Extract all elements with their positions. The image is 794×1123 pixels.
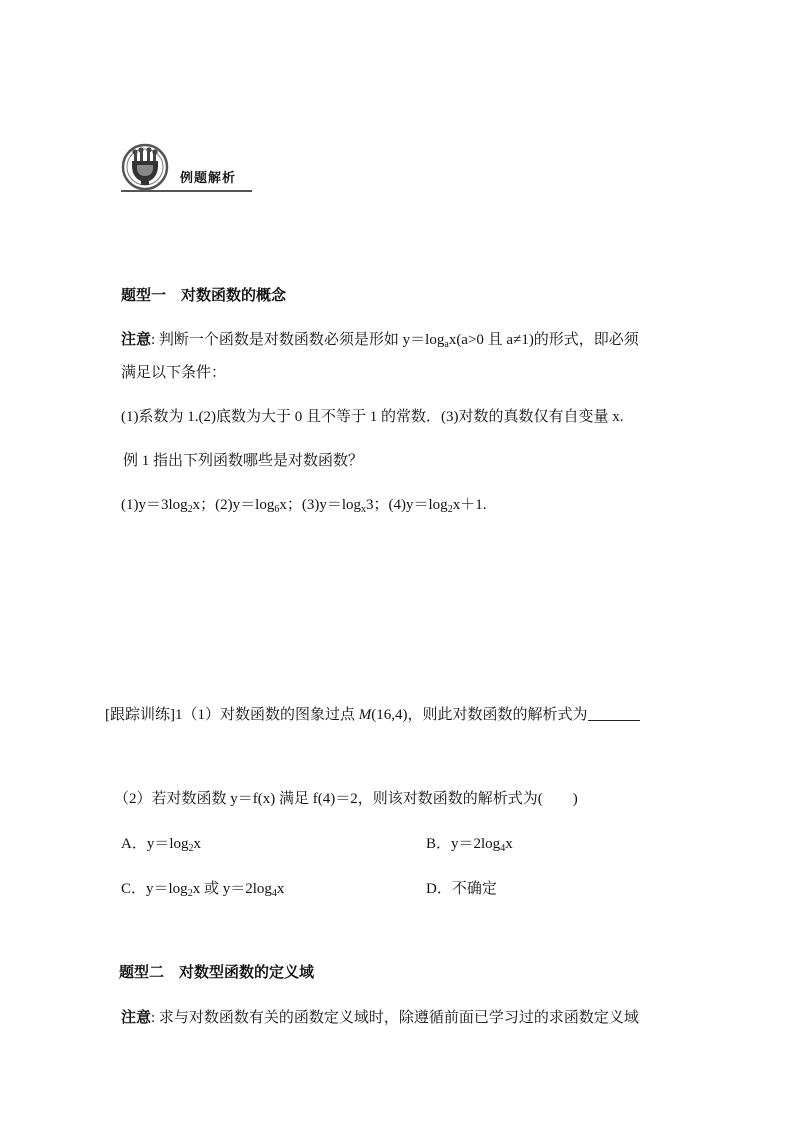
ex-sub: 2: [187, 504, 193, 515]
opt-sub: 2: [187, 888, 193, 899]
ex-text: x；(2)y＝log: [192, 497, 275, 513]
note-text-b: x(a>0 且 a≠1)的形式，即必须: [448, 332, 639, 348]
q2-close: ): [572, 791, 578, 807]
ex-sub: x: [361, 504, 367, 515]
note-label: 注意: [121, 1010, 152, 1026]
note-text: : 求与对数函数有关的函数定义域时，除遵循前面已学习过的求函数定义域: [151, 1010, 639, 1026]
section1-conditions: (1)系数为 1.(2)底数为大于 0 且不等于 1 的常数．(3)对数的真数仅有自变量 x.: [121, 409, 624, 425]
section2-heading: 题型二 对数型函数的定义域: [119, 965, 315, 981]
opt-text: x: [505, 836, 513, 852]
note-text-a: : 判断一个函数是对数函数必须是形如 y＝log: [151, 332, 445, 348]
section2-note: [121, 1006, 639, 1027]
q1-text-post: ，则此对数函数的解析式为: [407, 707, 588, 723]
option-d: D．不确定: [426, 881, 497, 897]
note-sub: a: [444, 339, 449, 350]
ex-sub: 2: [447, 504, 453, 515]
option-c: [121, 877, 284, 899]
ex-sub: 6: [274, 504, 280, 515]
q2-text: （2）若对数函数 y＝f(x) 满足 f(4)＝2，则该对数函数的解析式为(: [114, 791, 543, 807]
opt-text: C．y＝log: [121, 881, 188, 897]
ex-text: 3；(4)y＝log: [366, 497, 448, 513]
opt-text: x: [276, 881, 285, 897]
opt-sub: 2: [188, 843, 194, 854]
opt-sub: 4: [271, 888, 277, 899]
ex-text: x；(3)y＝log: [279, 497, 362, 513]
practice-q2: [114, 787, 578, 808]
note-label: 注意: [121, 332, 152, 348]
ex-text: (1)y＝3log: [121, 497, 188, 513]
q1-point-name: M: [358, 707, 372, 723]
crown-logo-icon: [121, 141, 181, 193]
opt-text: B．y＝2log: [426, 836, 501, 852]
section1-note-line2: 满足以下条件：: [121, 365, 227, 381]
section1-heading: 题型一 对数函数的概念: [121, 288, 287, 304]
example1-title: 例 1 指出下列函数哪些是对数函数？: [123, 453, 364, 469]
option-b: [426, 832, 513, 854]
banner-title: 例题解析: [180, 171, 237, 186]
opt-text: A．y＝log: [121, 836, 189, 852]
opt-text: x 或 y＝2log: [192, 881, 272, 897]
opt-sub: 4: [500, 843, 506, 854]
banner-divider: [121, 190, 252, 192]
practice-q1: [105, 703, 640, 724]
q1-point-coords: (16,4): [371, 707, 408, 723]
answer-blank: [588, 706, 640, 721]
ex-text: x＋1.: [452, 497, 487, 513]
example1-items: [121, 493, 486, 515]
option-a: [121, 832, 201, 854]
section1-note-line1: [121, 328, 639, 350]
q1-text: [跟踪训练]1（1）对数函数的图象过点: [105, 707, 359, 723]
opt-text: x: [193, 836, 202, 852]
